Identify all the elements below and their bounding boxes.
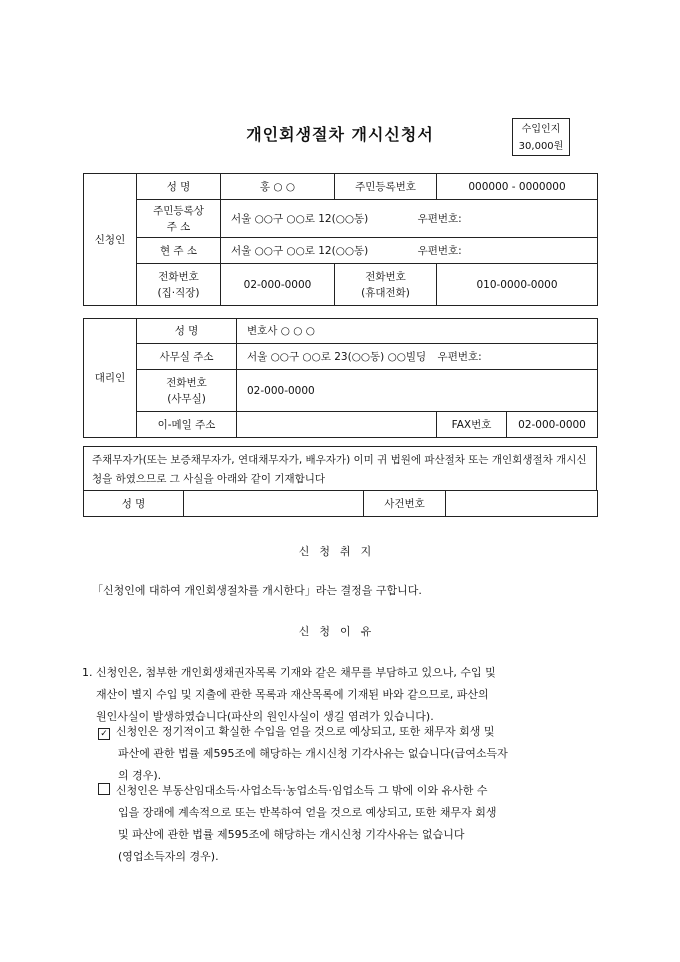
reg-address-text: 서울 ○○구 ○○로 12(○○동) xyxy=(231,212,369,225)
document-title: 개인회생절차 개시신청서 xyxy=(246,125,434,144)
reg-address-label-line2: 주 소 xyxy=(166,220,191,233)
office-zip-label: 우편번호: xyxy=(437,350,482,363)
reg-zip-label: 우편번호: xyxy=(417,212,462,225)
business-option-line: 신청인은 부동산임대소득·사업소득·농업소득·임업소득 그 밖에 이와 유사한 수 xyxy=(116,784,488,797)
salary-option-line: 파산에 관한 법률 제595조에 해당하는 개시신청 기각사유는 없습니다(급여소득자 xyxy=(118,747,508,760)
cur-address-text: 서울 ○○구 ○○로 12(○○동) xyxy=(231,244,369,257)
applicant-name-value[interactable]: 홍 ○ ○ xyxy=(221,174,335,200)
reason-option-salary xyxy=(98,721,508,787)
agent-phone-label-line2: (사무실) xyxy=(167,392,206,405)
business-checkbox[interactable] xyxy=(98,783,110,795)
applicant-name-label: 성 명 xyxy=(137,174,221,200)
stamp-label: 수입인지 xyxy=(521,124,561,135)
applicant-mobile-value[interactable]: 010-0000-0000 xyxy=(437,264,598,306)
reason-option-business xyxy=(98,780,497,868)
purpose-heading: 신청취지 xyxy=(298,545,382,558)
agent-name-value[interactable]: 변호사 ○ ○ ○ xyxy=(237,319,598,344)
applicant-reg-address-value[interactable] xyxy=(221,200,598,238)
reason-item-1-line: 1. 신청인은, 첨부한 개인회생채권자목록 기재와 같은 채무를 부담하고 있으나, 수입 및 xyxy=(82,666,496,679)
applicant-phone-value[interactable]: 02-000-0000 xyxy=(221,264,335,306)
applicant-section-label: 신청인 xyxy=(84,174,137,306)
mobile-label-line2: (휴대전화) xyxy=(361,286,410,299)
reg-address-label-line1: 주민등록상 xyxy=(153,204,204,217)
business-option-line: (영업소득자의 경우). xyxy=(118,850,219,863)
office-address-text: 서울 ○○구 ○○로 23(○○동) ○○빌딩 xyxy=(247,350,427,363)
co-debtor-name-label: 성 명 xyxy=(84,491,184,517)
reason-item-1-line: 재산이 별지 수입 및 지출에 관한 목록과 재산목록에 기재된 바와 같으므로, 파산의 xyxy=(96,688,489,701)
agent-fax-value[interactable]: 02-000-0000 xyxy=(507,412,598,438)
co-debtor-notice: 주채무자가(또는 보증채무자가, 연대채무자가, 배우자가) 이미 귀 법원에 파산절차 또는 개인회생절차 개시신청을 하였으므로 그 사실을 아래와 같이 기재합니다 xyxy=(83,446,597,491)
salary-checkbox[interactable]: ✓ xyxy=(98,728,110,740)
business-option-line: 입을 장래에 계속적으로 또는 반복하여 얻을 것으로 예상되고, 또한 채무자 회생 xyxy=(118,806,497,819)
agent-table xyxy=(83,318,598,438)
applicant-rrn-value[interactable]: 000000 - 0000000 xyxy=(437,174,598,200)
reason-item-1 xyxy=(82,662,496,728)
agent-email-label: 이-메일 주소 xyxy=(137,412,237,438)
applicant-rrn-label: 주민등록번호 xyxy=(335,174,437,200)
agent-office-value[interactable] xyxy=(237,344,598,370)
phone-label-line1: 전화번호 xyxy=(158,270,199,283)
reason-heading: 신청이유 xyxy=(298,625,382,638)
applicant-mobile-label xyxy=(335,264,437,306)
purpose-text: 「신청인에 대하여 개인회생절차를 개시한다」라는 결정을 구합니다. xyxy=(92,584,422,597)
applicant-current-address-value[interactable] xyxy=(221,238,598,264)
agent-phone-label-line1: 전화번호 xyxy=(166,376,207,389)
phone-label-line2: (집·직장) xyxy=(157,286,200,299)
salary-option-line: 의 경우). xyxy=(118,769,162,782)
mobile-label-line1: 전화번호 xyxy=(365,270,406,283)
cur-zip-label: 우편번호: xyxy=(417,244,462,257)
agent-name-label: 성 명 xyxy=(137,319,237,344)
applicant-current-address-label: 현 주 소 xyxy=(137,238,221,264)
reason-item-1-line: 원인사실이 발생하였습니다(파산의 원인사실이 생길 염려가 있습니다). xyxy=(96,710,434,723)
agent-section-label: 대리인 xyxy=(84,319,137,438)
co-debtor-table xyxy=(83,490,598,517)
co-debtor-case-label: 사건번호 xyxy=(364,491,446,517)
applicant-table xyxy=(83,173,598,306)
agent-phone-label xyxy=(137,370,237,412)
agent-office-label: 사무실 주소 xyxy=(137,344,237,370)
applicant-reg-address-label xyxy=(137,200,221,238)
agent-fax-label: FAX번호 xyxy=(437,412,507,438)
applicant-phone-label xyxy=(137,264,221,306)
agent-email-value[interactable] xyxy=(237,412,437,438)
business-option-line: 및 파산에 관한 법률 제595조에 해당하는 개시신청 기각사유는 없습니다 xyxy=(118,828,465,841)
salary-option-line: 신청인은 정기적이고 확실한 수입을 얻을 것으로 예상되고, 또한 채무자 회생 및 xyxy=(116,725,495,738)
stamp-amount: 30,000원 xyxy=(518,141,564,152)
co-debtor-name-value[interactable] xyxy=(184,491,364,517)
agent-phone-value[interactable]: 02-000-0000 xyxy=(237,370,598,412)
revenue-stamp-box xyxy=(512,118,570,156)
co-debtor-case-value[interactable] xyxy=(446,491,598,517)
